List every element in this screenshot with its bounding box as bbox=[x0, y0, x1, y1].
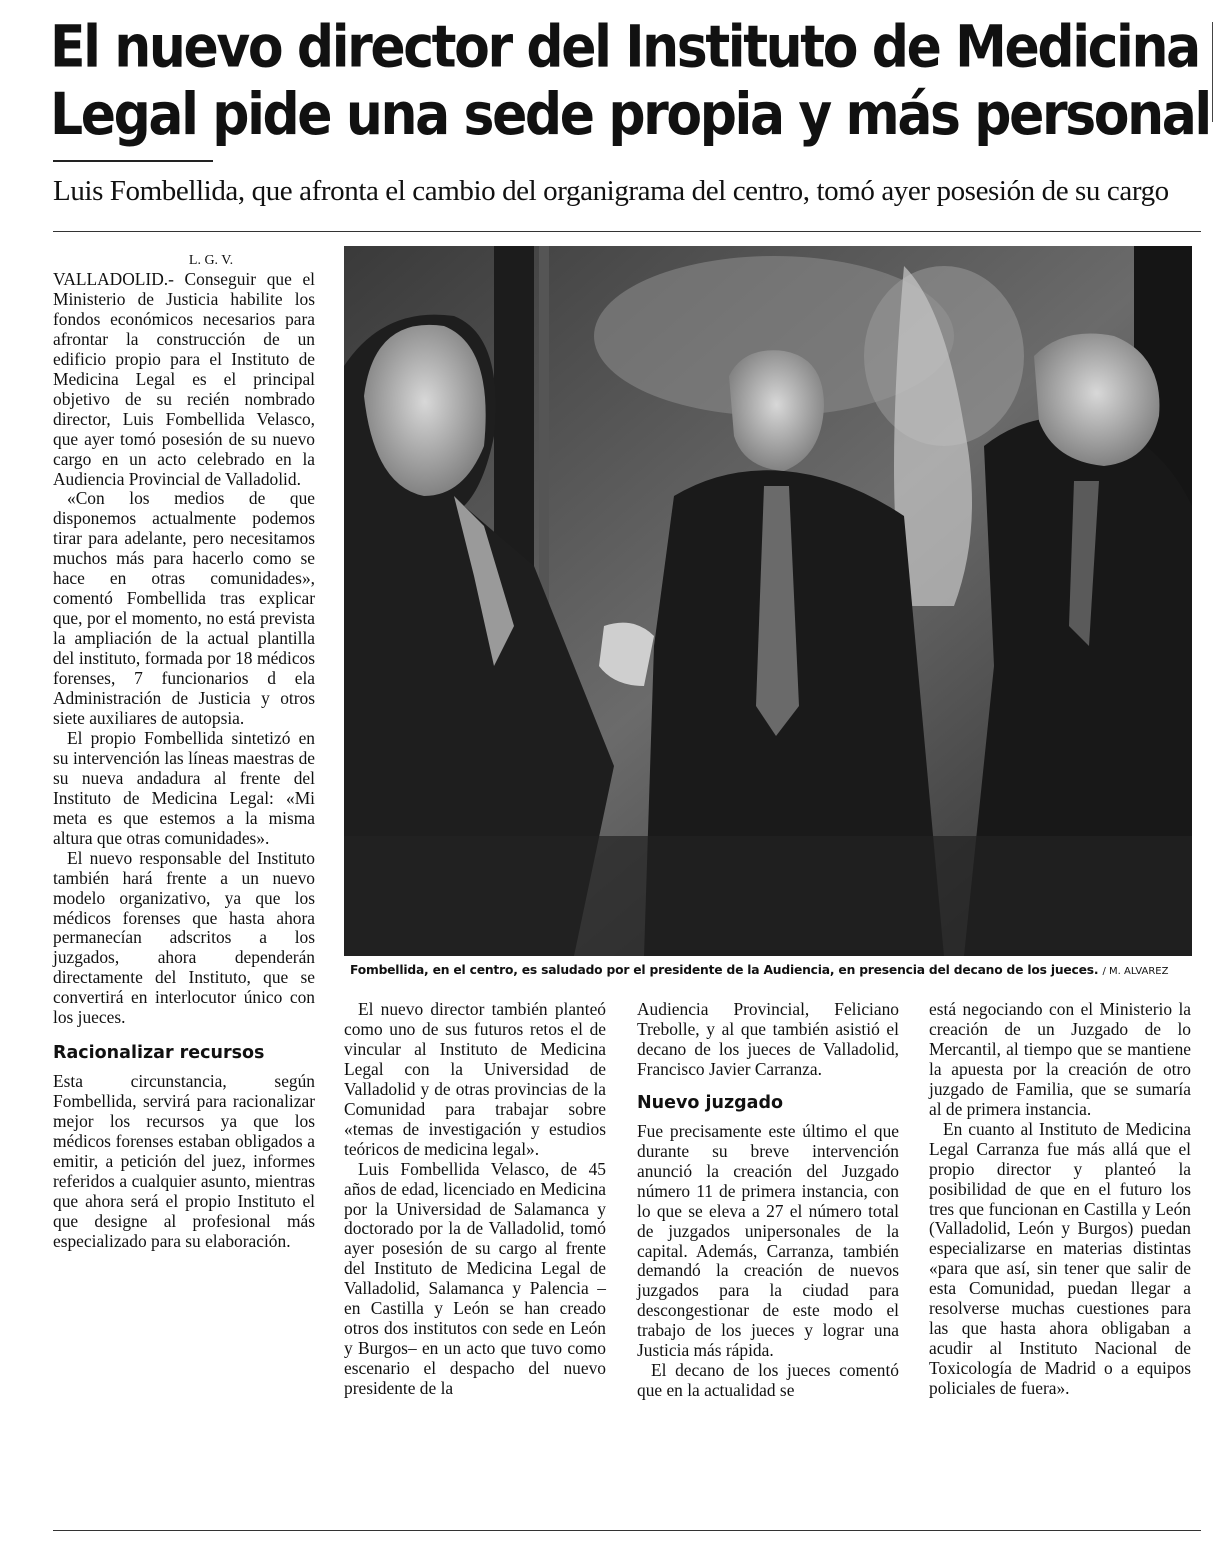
headline-line-2: Legal pide una sede propia y más personal bbox=[50, 81, 1210, 149]
caption-text: Fombellida, en el centro, es saludado por el presidente de la Audiencia, en presencia del decano de los jueces. bbox=[350, 963, 1099, 977]
section-heading-nuevo-juzgado: Nuevo juzgado bbox=[637, 1092, 784, 1113]
headline-divider bbox=[53, 160, 213, 162]
article-paragraph: El propio Fombellida sintetizó en su intervención las líneas maestras de su nueva andadura al frente del Instituto de Medicina Legal: «Mi meta es que estemos a la misma altura que otras comunidades». bbox=[53, 727, 315, 848]
article-paragraph: En cuanto al Instituto de Medicina Legal Carranza fue más allá que el propio director y planteó la posibilidad de que en el futuro los tres que funcionan en Castilla y León (Valladolid, León y Burgos) puedan especializarse en materias distintas «para que así, sin tener que salir de esta Comunidad, puedan llegar a resolverse muchas cuestiones para las que hasta ahora obligaban a acudir al Instituto Nacional de Toxicología de Madrid o a equipos policiales de fuera». bbox=[929, 1118, 1191, 1399]
article-paragraph: El nuevo responsable del Instituto también hará frente a un nuevo modelo organizativo, ya que los médicos forenses que hasta ahora permanecían adscritos a los juzgados, ahora dependerán directamente del Instituto, que se convertirá en interlocutor único con los jueces. bbox=[53, 847, 315, 1028]
subheadline: Luis Fombellida, que afronta el cambio del organigrama del centro, tomó ayer posesión de su cargo bbox=[53, 175, 1169, 207]
article-paragraph: El nuevo director también planteó como uno de sus futuros retos el de vincular al Instituto de Medicina Legal con la Universidad de Valladolid y de otras provincias de la Comunidad para trabajar sobre «temas de investigación y estudios teóricos de medicina legal». bbox=[344, 999, 606, 1159]
right-edge-rule bbox=[1212, 22, 1213, 122]
bottom-rule bbox=[53, 1530, 1201, 1531]
article-paragraph: Esta circunstancia, según Fombellida, servirá para racionalizar mejor los recursos ya que los médicos forenses estaban obligados a emitir, a petición del juez, informes referidos a cualquier asunto, mientras que ahora será el propio Instituto el que designe al profesional más especializado para su elaboración. bbox=[53, 1071, 315, 1251]
article-paragraph: Audiencia Provincial, Feliciano Trebolle, y al que también asistió el decano de los jueces de Valladolid, Francisco Javier Carranza. bbox=[637, 999, 899, 1079]
byline: L. G. V. bbox=[188, 253, 234, 268]
photo-handshake-icon bbox=[344, 246, 1192, 956]
article-paragraph: está negociando con el Ministerio la creación de un Juzgado de lo Mercantil, al tiempo que se mantiene la apuesta por la creación de otro juzgado de Familia, que se sumaría al de primera instancia. bbox=[929, 999, 1191, 1119]
article-paragraph: Fue precisamente este último el que durante su breve intervención anunció la creación del Juzgado número 11 de primera instancia, con lo que se eleva a 27 el número total de juzgados unipersonales de la capital. Además, Carranza, también demandó la creación de nuevos juzgados para la ciudad para descongestionar de este modo el trabajo de los jueces y lograr una Justicia más rápida. bbox=[637, 1120, 899, 1361]
article-paragraph: VALLADOLID.- Conseguir que el Ministerio de Justicia habilite los fondos económicos necesarios para afrontar la construcción de un edificio propio para el Instituto de Medicina Legal es el principal objetivo de su recién nombrado director, Luis Fombellida Velasco, que ayer tomó posesión de su nuevo cargo en un acto celebrado en la Audiencia Provincial de Valladolid. bbox=[53, 269, 315, 489]
article-paragraph: Luis Fombellida Velasco, de 45 años de edad, licenciado en Medicina por la Universidad de Salamanca y doctorado por la de Valladolid, tomó ayer posesión de su cargo al frente del Instituto de Medicina Legal de Valladolid, Salamanca y Palencia – en Castilla y León se han creado otros dos institutos con sede en León y Burgos– en un acto que tuvo como escenario el despacho del nuevo presidente de la bbox=[344, 1158, 606, 1399]
article-column-2 bbox=[344, 1000, 606, 1399]
subhead-divider bbox=[53, 231, 1201, 232]
photo-caption bbox=[350, 962, 1190, 980]
article-photo bbox=[344, 246, 1192, 956]
headline bbox=[50, 14, 1210, 148]
article-column-4 bbox=[929, 1000, 1191, 1399]
headline-line-1: El nuevo director del Instituto de Medicina bbox=[50, 14, 1199, 82]
article-paragraph: El decano de los jueces comentó que en la actualidad se bbox=[637, 1360, 899, 1401]
article-column-1 bbox=[53, 252, 315, 1252]
section-heading-racionalizar: Racionalizar recursos bbox=[53, 1043, 265, 1064]
article-paragraph: «Con los medios de que disponemos actualmente podemos tirar para adelante, pero necesitamos muchos más para hacerlo como se hace en otras comunidades», comentó Fombellida tras explicar que, por el momento, no está prevista la ampliación de la actual plantilla del instituto, formada por 18 médicos forenses, 7 funcionarios d ela Administración de Justicia y otros siete auxiliares de autopsia. bbox=[53, 488, 315, 728]
photo-credit: / M. ALVAREZ bbox=[1102, 966, 1169, 977]
article-column-3 bbox=[637, 1000, 899, 1401]
